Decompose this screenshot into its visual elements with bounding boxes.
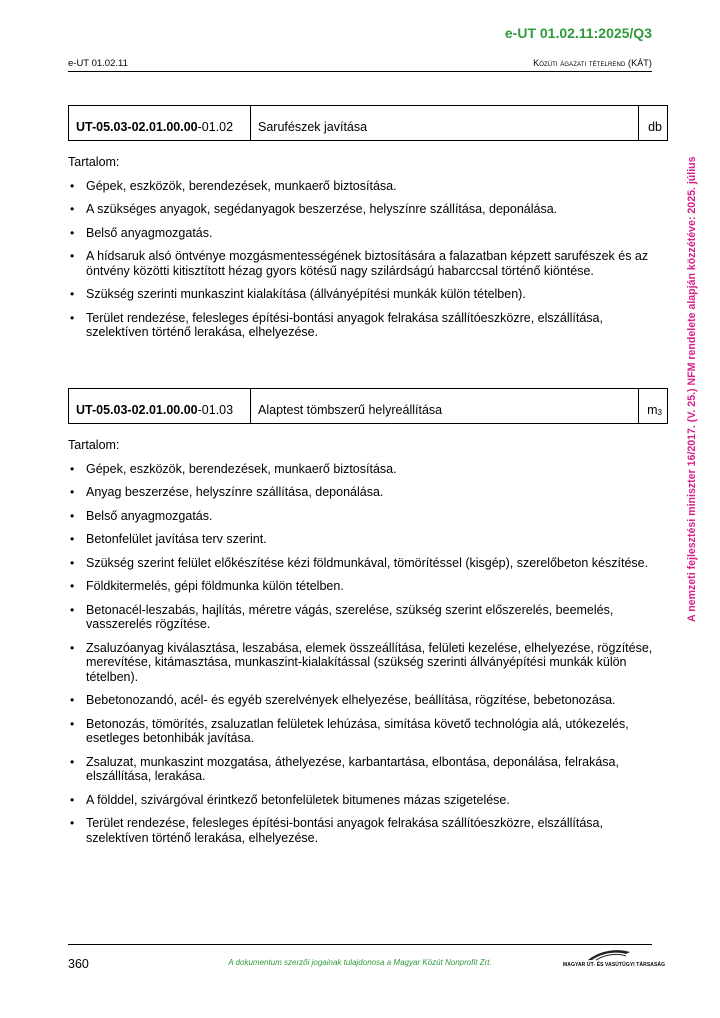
content-list bbox=[68, 179, 668, 340]
side-publication-note: A nemzeti fejlesztési miniszter 16/2017. (V. 25.) NFM rendelete alapján közzétéve: 2025. július bbox=[686, 156, 698, 622]
item-code-suffix: -01.02 bbox=[197, 120, 234, 134]
bullet-item: • Betonfelület javítása terv szerint. bbox=[68, 532, 668, 547]
unit-text: db bbox=[648, 120, 662, 134]
item-title: Alaptest tömbszerű helyreállítása bbox=[251, 389, 639, 423]
bullet-item: • Gépek, eszközök, berendezések, munkaerő biztosítása. bbox=[68, 179, 668, 194]
copyright-notice: A dokumentum szerzői jogainak tulajdonosa a Magyar Közút Nonprofit Zrt. bbox=[228, 958, 492, 967]
bullet-item: • A földdel, szivárgóval érintkező betonfelületek bitumenes mázas szigetelése. bbox=[68, 793, 668, 808]
unit-text: m bbox=[647, 403, 658, 417]
item-unit bbox=[639, 106, 667, 140]
item-table bbox=[68, 105, 668, 141]
bullet-item: • A hídsaruk alsó öntvénye mozgásmentességének biztosítására a falazatban képzett sarufészek és az öntvény közötti kitisztított hézag gyors kötésű nagy szilárdságú habarccsal történő kiöntése. bbox=[68, 249, 668, 278]
logo-text: MAGYAR ÚT- ÉS VASÚTÜGYI TÁRSASÁG bbox=[563, 962, 666, 968]
footer-rule bbox=[68, 944, 652, 945]
content-label: Tartalom: bbox=[68, 155, 120, 169]
content-label: Tartalom: bbox=[68, 438, 120, 452]
bullet-item: • Földkitermelés, gépi földmunka külön tételben. bbox=[68, 579, 668, 594]
item-code bbox=[69, 106, 251, 140]
bullet-item: • Gépek, eszközök, berendezések, munkaerő biztosítása. bbox=[68, 462, 668, 477]
item-title: Sarufészek javítása bbox=[251, 106, 639, 140]
bullet-item: • Belső anyagmozgatás. bbox=[68, 226, 668, 241]
bullet-item: • Szükség szerint felület előkészítése kézi földmunkával, tömörítéssel (kisgép), szerelőbeton készítése. bbox=[68, 556, 668, 571]
item-code-suffix: -01.03 bbox=[197, 403, 234, 417]
unit-superscript: 3 bbox=[657, 408, 662, 417]
item-code bbox=[69, 389, 251, 423]
header-left-code: e-UT 01.02.11 bbox=[68, 58, 128, 69]
header-rule bbox=[68, 71, 652, 72]
page-number: 360 bbox=[68, 957, 89, 971]
bullet-item: • Zsaluzóanyag kiválasztása, leszabása, elemek összeállítása, felületi kezelése, elhelyezése, rögzítése, merevítése, kitámasztása, munkaszint-kialakítással (szükség szerinti állványépítési munkák külön tételben). bbox=[68, 641, 668, 685]
item-unit bbox=[639, 389, 667, 423]
item-content bbox=[68, 155, 668, 349]
bullet-item: • Belső anyagmozgatás. bbox=[68, 509, 668, 524]
bullet-item: • Zsaluzat, munkaszint mozgatása, áthelyezése, karbantartása, elbontása, deponálása, felrakása, elszállítása, lerakása. bbox=[68, 755, 668, 784]
bullet-item: • Terület rendezése, felesleges építési-bontási anyagok felrakása szállítóeszközre, elszállítása, szelektíven történő lerakása, elhelyezése. bbox=[68, 816, 668, 845]
bullet-item: • Betonozás, tömörítés, zsaluzatlan felületek lehúzása, simítása követő technológia alá, utókezelés, esetleges betonhibák javítása. bbox=[68, 717, 668, 746]
bullet-item: • Anyag beszerzése, helyszínre szállítása, deponálása. bbox=[68, 485, 668, 500]
bullet-item: • Betonacél-leszabás, hajlítás, méretre vágás, szerelése, szükség szerint előszerelés, beemelés, vasszerelés rögzítése. bbox=[68, 603, 668, 632]
document-code: e-UT 01.02.11:2025/Q3 bbox=[504, 25, 652, 41]
content-list bbox=[68, 462, 668, 846]
item-code-main: UT-05.03-02.01.00.00 bbox=[76, 403, 198, 417]
bullet-item: • Terület rendezése, felesleges építési-bontási anyagok felrakása szállítóeszközre, elszállítása, szelektíven történő lerakása, elhelyezése. bbox=[68, 311, 668, 340]
item-content bbox=[68, 438, 668, 854]
item-code-main: UT-05.03-02.01.00.00 bbox=[76, 120, 198, 134]
bullet-item: • Bebetonozandó, acél- és egyéb szerelvények elhelyezése, beállítása, rögzítése, bebetonozása. bbox=[68, 693, 668, 708]
bullet-item: • Szükség szerinti munkaszint kialakítása (állványépítési munkák külön tételben). bbox=[68, 287, 668, 302]
item-table bbox=[68, 388, 668, 424]
header-right-title: Közúti ágazati tételrend (KÁT) bbox=[533, 58, 652, 68]
bullet-item: • A szükséges anyagok, segédanyagok beszerzése, helyszínre szállítása, deponálása. bbox=[68, 202, 668, 217]
